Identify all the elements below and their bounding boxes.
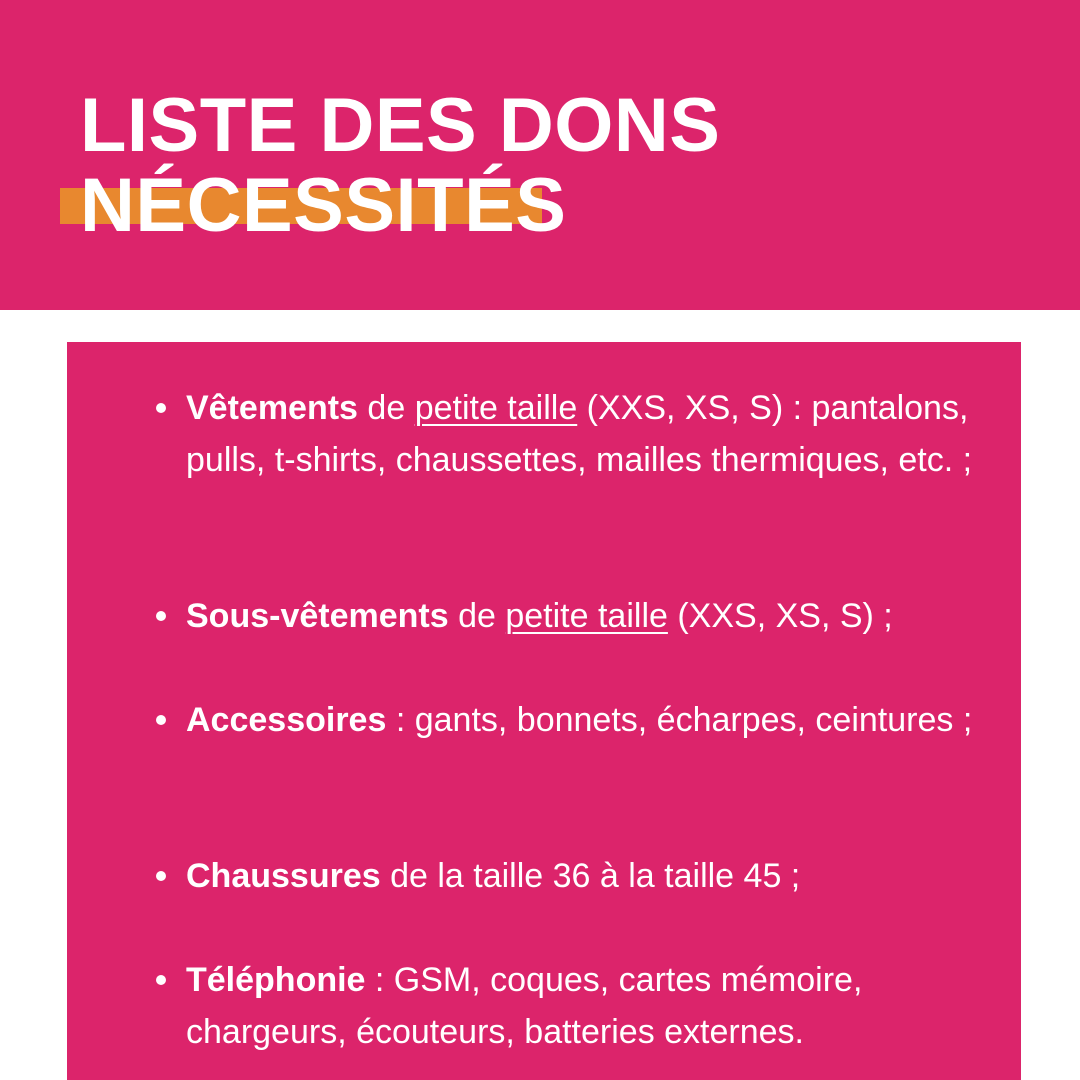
item-title: Chaussures (186, 857, 381, 895)
list-item-accessoires (186, 694, 986, 746)
list-item-sous-vetements (186, 590, 986, 642)
bullet-icon (156, 403, 166, 413)
item-title: Accessoires (186, 701, 387, 739)
item-text: de (357, 389, 415, 427)
bullet-icon (156, 871, 166, 881)
item-text: : gants, bonnets, écharpes, ceintures ; (386, 701, 973, 739)
bullet-icon (156, 611, 166, 621)
item-text: (XXS, XS, S) : pantalons, pulls, t-shirts, chaussettes, mailles thermiques, etc. ; (186, 389, 973, 479)
item-title: Vêtements (186, 389, 358, 427)
item-title: Sous-vêtements (186, 597, 449, 635)
item-underlined-text: petite taille (505, 597, 668, 635)
item-text: de (448, 597, 506, 635)
bullet-icon (156, 715, 166, 725)
list-item-chaussures (186, 850, 986, 902)
item-title: Téléphonie (186, 961, 366, 999)
list-item-telephonie (186, 954, 986, 1058)
page-title-line-2: NÉCESSITÉS (80, 163, 567, 248)
item-text: : GSM, coques, cartes mémoire, chargeurs, écouteurs, batteries externes. (186, 961, 863, 1051)
item-underlined-text: petite taille (414, 389, 578, 427)
item-text: (XXS, XS, S) ; (667, 597, 893, 635)
item-text: de la taille 36 à la taille 45 ; (380, 857, 801, 895)
bullet-icon (156, 975, 166, 985)
page-title-line-1: LISTE DES DONS (80, 83, 721, 168)
list-item-vetements (186, 382, 986, 486)
